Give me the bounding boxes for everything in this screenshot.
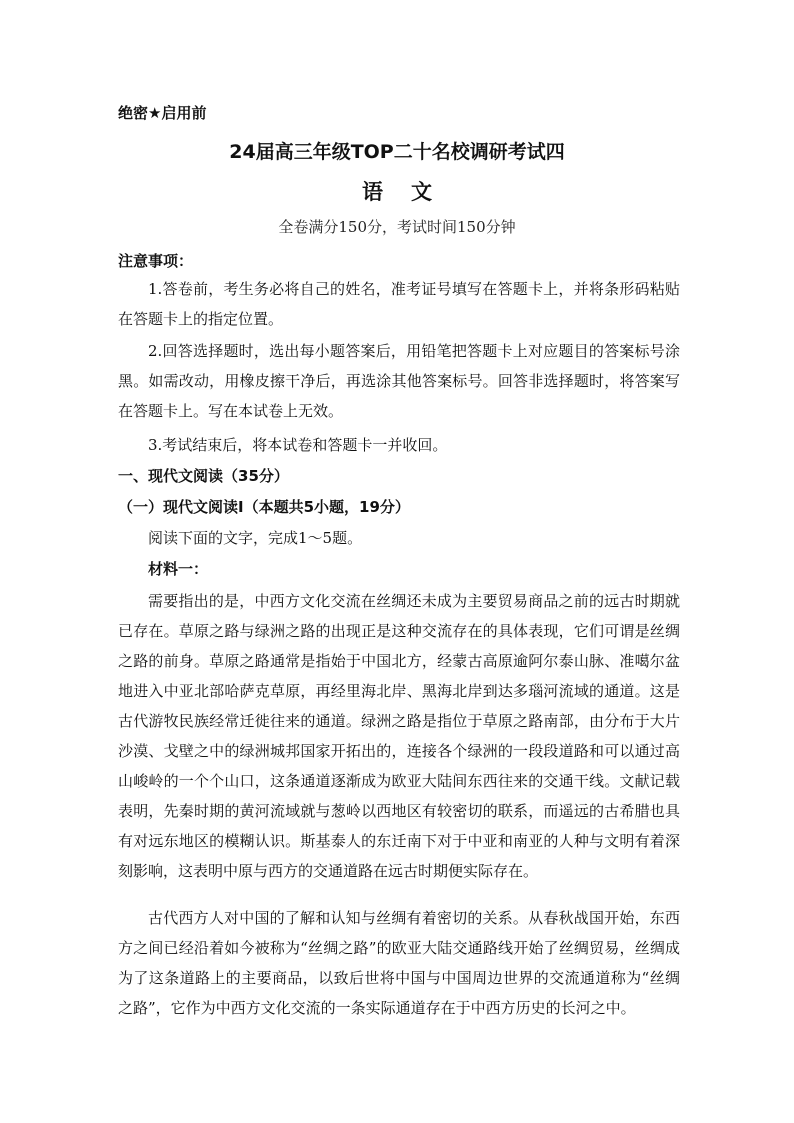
secret-label: 绝密★启用前 <box>118 104 207 122</box>
reading-instruction: 阅读下面的文字，完成1～5题。 <box>148 529 363 547</box>
section-title: 一、现代文阅读（35分） <box>118 467 289 485</box>
exam-title: 24届高三年级TOP二十名校调研考试四 <box>229 141 565 163</box>
material-paragraph-1: 需要指出的是，中西方文化交流在丝绸还未成为主要贸易商品之前的远古时期就已存在。草原之路与绿洲之路的出现正是这种交流存在的具体表现，它们可谓是丝绸之路的前身。草原之路通常是指始于中国北方，经蒙古高原逾阿尔泰山脉、准噶尔盆地进入中亚北部哈萨克草原，再经里海北岸、黑海北岸到达多瑙河流域的通道。这是古代游牧民族经常迁徙往来的通道。绿洲之路是指位于草原之路南部，由分布于大片沙漠、戈壁之中的绿洲城邦国家开拓出的，连接各个绿洲的一段段道路和可以通过高山峻岭的一个个山口，这条通道逐渐成为欧亚大陆间东西往来的交通干线。文献记载表明，先秦时期的黄河流域就与葱岭以西地区有较密切的联系，而遥远的古希腊也具有对远东地区的模糊认识。斯基泰人的东迁南下对于中亚和南亚的人种与文明有着深刻影响，这表明中原与西方的交通道路在远古时期便实际存在。 <box>118 592 680 880</box>
material-label: 材料一： <box>148 560 209 578</box>
notice-item-1: 1.答卷前，考生务必将自己的姓名，准考证号填写在答题卡上，并将条形码粘贴在答题卡上的指定位置。 <box>118 280 680 328</box>
notice-title: 注意事项： <box>118 252 194 270</box>
exam-info: 全卷满分150分，考试时间150分钟 <box>278 218 516 236</box>
subsection-title: （一）现代文阅读Ⅰ（本题共5小题，19分） <box>118 498 410 516</box>
notice-item-3: 3.考试结束后，将本试卷和答题卡一并收回。 <box>148 436 448 454</box>
notice-item-2: 2.回答选择题时，选出每小题答案后，用铅笔把答题卡上对应题目的答案标号涂黑。如需改动，用橡皮擦干净后，再选涂其他答案标号。回答非选择题时，将答案写在答题卡上。写在本试卷上无效。 <box>118 342 680 420</box>
subject-title: 语文 <box>362 180 460 204</box>
material-paragraph-2: 古代西方人对中国的了解和认知与丝绸有着密切的关系。从春秋战国开始，东西方之间已经沿着如今被称为“丝绸之路”的欧亚大陆交通路线开始了丝绸贸易，丝绸成为了这条道路上的主要商品，以致后世将中国与中国周边世界的交流通道称为“丝绸之路”，它作为中西方文化交流的一条实际通道存在于中西方历史的长河之中。 <box>118 909 680 1017</box>
